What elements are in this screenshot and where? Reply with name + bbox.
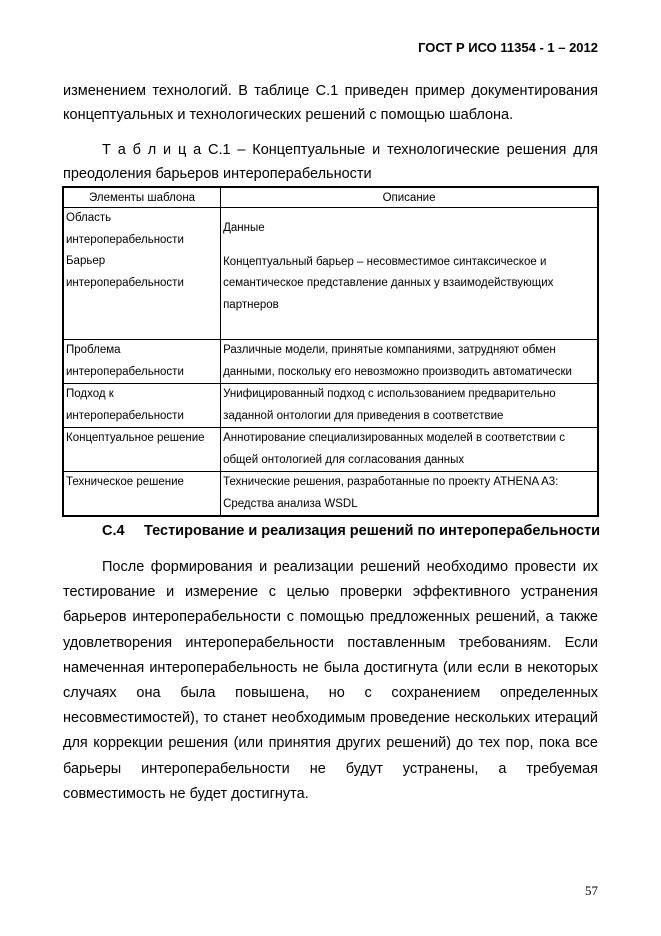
table-row [63,384,598,428]
table-cell-element: Концептуальное решение [63,428,221,472]
table-row [63,472,598,517]
table-cell-description: Аннотирование специализированных моделей в соответствии с общей онтологией для согласования данных [221,428,598,472]
document-header: ГОСТ Р ИСО 11354 - 1 – 2012 [418,40,598,55]
table-caption-line-2: преодоления барьеров интероперабельности [63,166,372,182]
solutions-table [62,186,599,517]
intro-paragraph: изменением технологий. В таблице С.1 приведен пример документирования концептуальных и технологических решений с помощью шаблона. [63,83,598,123]
table-header-description: Описание [221,187,598,208]
section-number: С.4 [102,523,125,539]
element-line: Барьер [66,255,106,267]
table-row [63,340,598,384]
table-header-element: Элементы шаблона [63,187,221,208]
table-cell-description: Различные модели, принятые компаниями, затрудняют обмен данными, поскольку его невозможно производить автоматически [221,340,598,384]
section-title: Тестирование и реализация решений по интероперабельности [144,523,601,539]
element-line: Область [66,212,112,224]
table-cell-element: Подход к интероперабельности [63,384,221,428]
element-line: интероперабельности [66,276,184,289]
table-header-row [63,187,598,208]
table-cell-element: Техническое решение [63,472,221,517]
body-paragraph: После формирования и реализации решений необходимо провести их тестирование и измерение с целью проверки эффективного устранения барьеров интероперабельности с помощью предложенных решений, а также удовлетворения интероперабельности поставленным требованиям. Если намеченная интероперабельность не была достигнута (или если в некоторых случаях она была повышена, но с сохранением определенных несовместимостей), то станет необходимым проведение нескольких итераций для коррекции решения (или принятия других решений) до тех пор, пока все барьеры интероперабельности не будут устранены, а требуемая совместимость не будет достигнута. [63,559,598,802]
description-data: Данные [223,222,265,234]
table-row [63,428,598,472]
page-number: 57 [585,883,598,898]
description-barrier: Концептуальный барьер – несовместимое синтаксическое и семантическое представление данных у взаимодействующих партнеров [223,255,554,311]
element-line: интероперабельности [66,233,184,246]
table-cell-description: Унифицированный подход с использованием предварительно заданной онтологии для приведения в соответствие [221,384,598,428]
section-heading [102,523,600,539]
table-cell-description: Технические решения, разработанные по проекту ATHENA A3: Средства анализа WSDL [221,472,598,517]
table-caption [63,138,598,186]
table-cell-element [63,208,221,340]
table-cell-element: Проблема интероперабельности [63,340,221,384]
table-row [63,208,598,340]
table-cell-description [221,208,598,340]
table-caption-line-1: Т а б л и ц а С.1 – Концептуальные и технологические решения для [102,142,598,158]
